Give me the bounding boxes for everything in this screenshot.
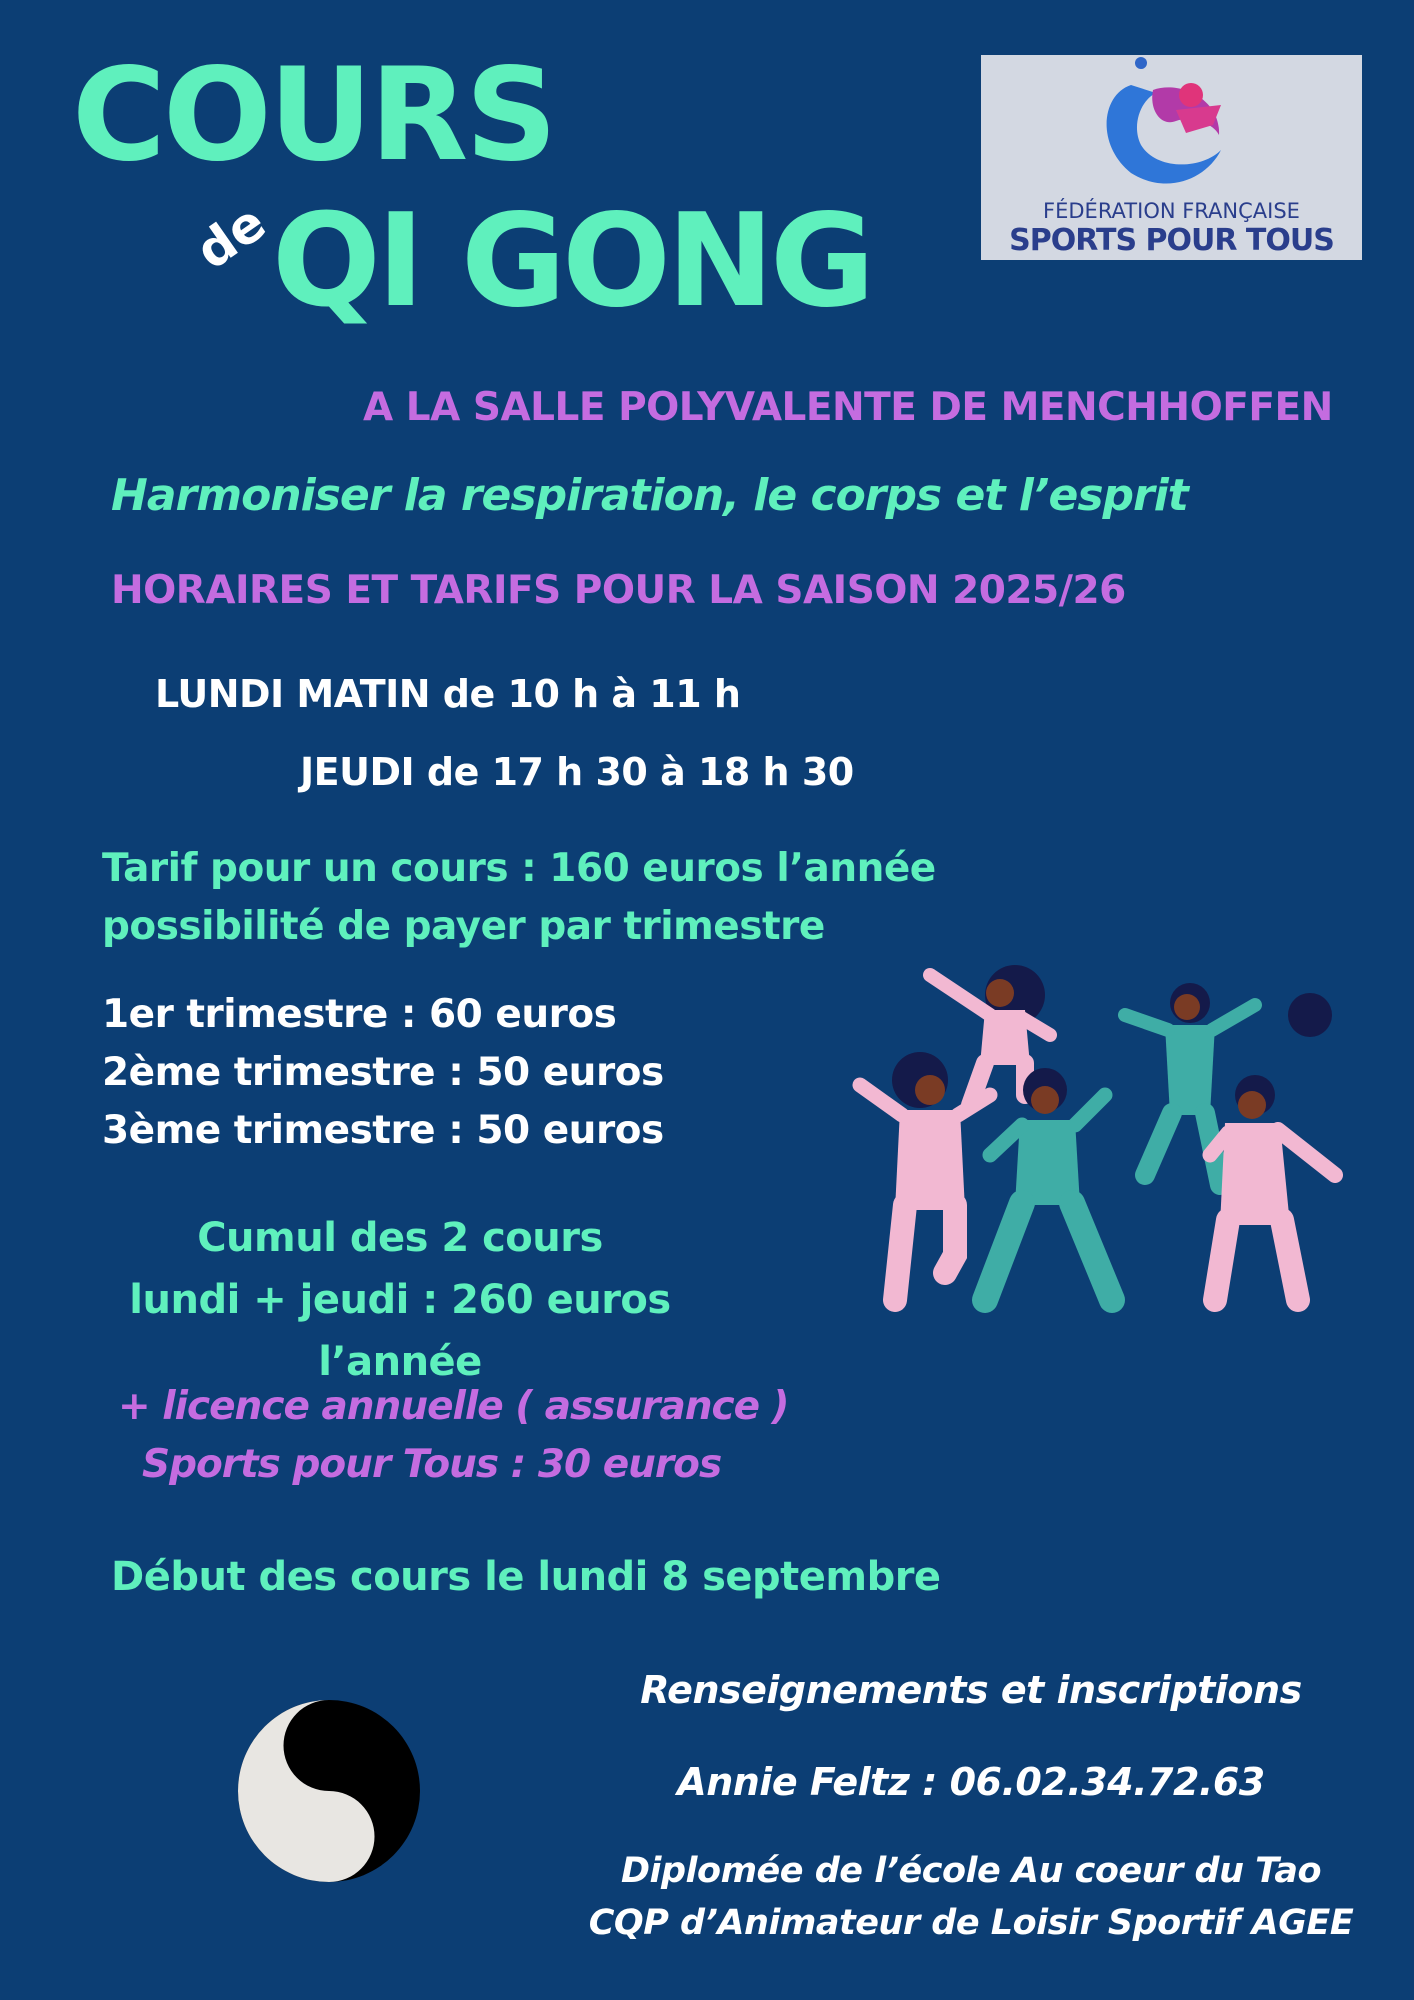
- schedule-monday: LUNDI MATIN de 10 h à 11 h: [155, 672, 741, 716]
- start-date: Début des cours le lundi 8 septembre: [111, 1554, 941, 1600]
- cumul-block: [60, 1207, 740, 1393]
- title-qigong: QI GONG: [272, 187, 872, 336]
- quarter-list: [102, 986, 664, 1160]
- ffspt-logo: [981, 55, 1362, 260]
- venue-heading: A LA SALLE POLYVALENTE DE MENCHHOFFEN: [363, 385, 1333, 430]
- season-heading: HORAIRES ET TARIFS POUR LA SAISON 2025/26: [111, 568, 1126, 613]
- cumul-detail: lundi + jeudi : 260 euros l’année: [129, 1277, 671, 1385]
- licence-line2: Sports pour Tous : 30 euros: [142, 1442, 722, 1487]
- quarter-item: 3ème trimestre : 50 euros: [102, 1108, 664, 1153]
- quarter-item: 1er trimestre : 60 euros: [102, 992, 617, 1037]
- logo-sports-text: SPORTS POUR TOUS: [1009, 223, 1334, 258]
- dancer-figure: [1210, 1075, 1335, 1300]
- diploma-line2: CQP d’Animateur de Loisir Sportif AGEE: [588, 1903, 1354, 1943]
- dancer-figure: [985, 1068, 1112, 1300]
- ffspt-logo-icon: [981, 55, 1362, 195]
- licence-line1: + licence annuelle ( assurance ): [118, 1384, 789, 1429]
- diploma-block: [580, 1845, 1362, 1949]
- qigong-dancers-illustration: [850, 955, 1360, 1315]
- logo-federation-text: FÉDÉRATION FRANÇAISE: [1043, 199, 1300, 223]
- contact-person: Annie Feltz : 06.02.34.72.63: [677, 1760, 1265, 1804]
- price-one-course: Tarif pour un cours : 160 euros l’année: [102, 846, 936, 891]
- title-de: de: [185, 193, 277, 281]
- title-cours: COURS: [72, 41, 555, 190]
- quarter-item: 2ème trimestre : 50 euros: [102, 1050, 664, 1095]
- tagline: Harmoniser la respiration, le corps et l’esprit: [111, 470, 1188, 521]
- contact-heading: Renseignements et inscriptions: [640, 1668, 1302, 1712]
- licence-block: [118, 1378, 789, 1494]
- diploma-line1: Diplomée de l’école Au coeur du Tao: [620, 1851, 1322, 1891]
- pricing-block: [102, 840, 936, 956]
- yin-yang-icon: [238, 1700, 420, 1882]
- schedule-thursday: JEUDI de 17 h 30 à 18 h 30: [300, 750, 854, 794]
- cumul-title: Cumul des 2 cours: [197, 1215, 603, 1261]
- price-quarterly-note: possibilité de payer par trimestre: [102, 904, 825, 949]
